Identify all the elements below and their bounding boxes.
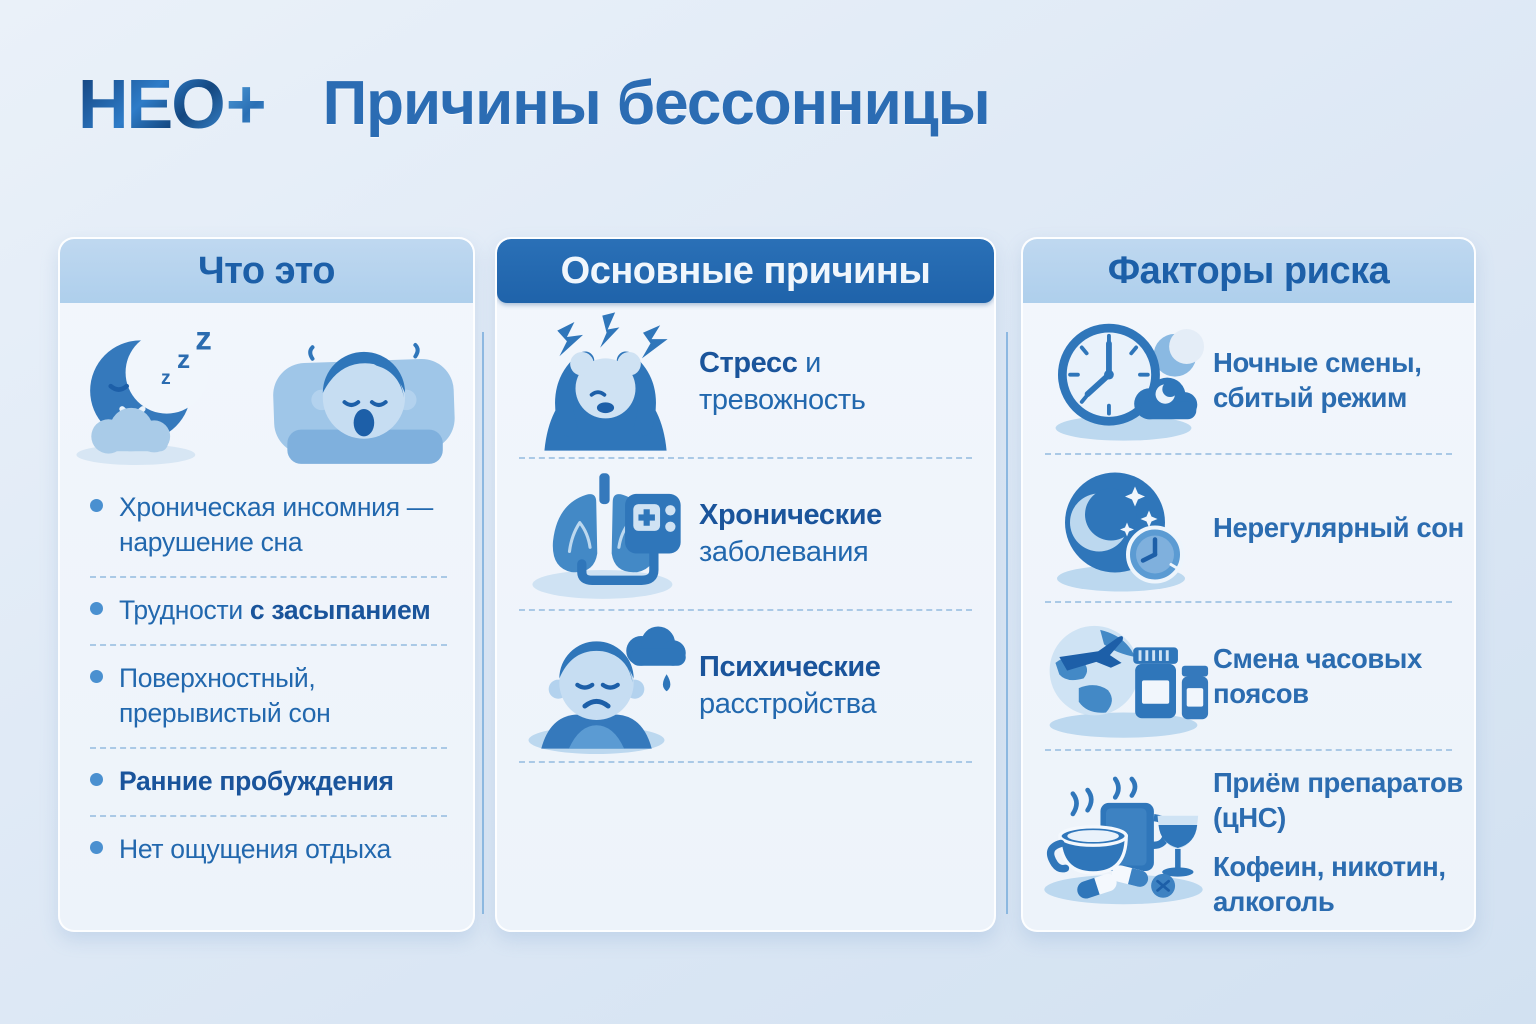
cause-label-bold: Стресс — [699, 346, 798, 379]
brand-logo — [78, 64, 265, 143]
card-risk-factors — [1021, 237, 1476, 932]
page-header — [78, 64, 990, 143]
logo-plus-icon: + — [225, 64, 265, 143]
card-header-label: Факторы риска — [1107, 249, 1390, 292]
moon-zzz-icon — [66, 313, 256, 473]
bullet-text-pre: Нет ощущения отдыха — [119, 833, 391, 864]
risk-label-line: Кофеин, никотин, — [1213, 851, 1446, 882]
lungs-device-icon — [511, 462, 699, 607]
bullet-text — [119, 661, 447, 731]
card-header-label: Основные причины — [560, 249, 931, 292]
list-item — [90, 475, 447, 578]
card-what-it-is — [58, 237, 475, 932]
cause-label-rest: расстройства — [699, 688, 877, 720]
bullet-dot-icon — [90, 602, 103, 615]
page-title: Причины бессонницы — [322, 69, 990, 138]
list-item — [90, 578, 447, 646]
risk-row — [1023, 455, 1474, 601]
cause-label-bold: Хронические — [699, 498, 882, 531]
moon-stars-clock-icon — [1033, 458, 1213, 598]
cause-label — [699, 345, 986, 419]
bullet-dot-icon — [90, 773, 103, 786]
risk-label-line: сбитый режим — [1213, 382, 1407, 413]
risk-label-line: алкоголь — [1213, 886, 1335, 918]
sad-person-raincloud-icon — [511, 614, 699, 759]
bullet-dot-icon — [90, 841, 103, 854]
logo-text: НЕО — [78, 64, 224, 143]
list-item — [90, 749, 447, 817]
risk-row — [1023, 751, 1474, 932]
list-item — [90, 817, 447, 883]
cause-label — [699, 497, 986, 571]
cause-label-rest: и тревожность — [699, 346, 866, 416]
cause-row — [497, 611, 994, 761]
risk-rows — [1023, 303, 1474, 932]
bullet-dot-icon — [90, 499, 103, 512]
card-header-label: Что это — [198, 249, 335, 292]
bullet-text — [119, 593, 430, 628]
card-header — [60, 239, 473, 303]
clock-moon-icon — [1033, 310, 1213, 450]
column-divider-line — [1006, 332, 1008, 914]
drinks-pills-icon — [1033, 765, 1213, 920]
card-header — [497, 239, 994, 303]
risk-label — [1213, 765, 1468, 920]
cause-row — [497, 459, 994, 609]
bullet-text-pre: Хроническая инсомния — нарушение сна — [119, 492, 434, 557]
risk-label-line: Ночные смены, — [1213, 346, 1422, 378]
bullet-text — [119, 490, 447, 560]
risk-label-line: Приём препаратов (цНС) — [1213, 766, 1463, 833]
bullet-text-pre: Поверхностный, прерывистый сон — [119, 662, 331, 728]
dashed-divider — [519, 761, 972, 763]
risk-label — [1213, 510, 1464, 545]
risk-row — [1023, 307, 1474, 453]
cause-label-bold: Психические — [699, 650, 881, 683]
card-main-causes — [495, 237, 996, 932]
risk-label-line: Нерегулярный сон — [1213, 512, 1464, 544]
bullet-text-pre: Трудности — [119, 594, 250, 625]
bullet-text-bold: с засыпанием — [249, 594, 431, 625]
cause-row — [497, 307, 994, 457]
stressed-person-icon — [511, 307, 699, 457]
risk-label — [1213, 641, 1468, 711]
sleeping-person-icon — [262, 313, 467, 473]
bullet-text — [119, 832, 391, 867]
symptom-list — [90, 475, 447, 883]
svg-text:z: z — [177, 343, 191, 374]
bullet-text — [119, 764, 394, 799]
column-divider-line — [482, 332, 484, 914]
cause-label-rest: заболевания — [699, 536, 869, 568]
card-header — [1023, 239, 1474, 303]
bullet-dot-icon — [90, 670, 103, 683]
cause-rows — [497, 303, 994, 763]
svg-text:z: z — [161, 366, 171, 389]
globe-plane-pills-icon — [1033, 606, 1213, 746]
cause-label — [699, 649, 986, 723]
risk-label-line: Смена часовых поясов — [1213, 642, 1422, 709]
hero-illustration — [60, 303, 473, 471]
risk-label — [1213, 345, 1421, 415]
svg-text:z: z — [195, 320, 212, 358]
risk-row — [1023, 603, 1474, 749]
bullet-text-bold: Ранние пробуждения — [119, 765, 394, 796]
list-item — [90, 646, 447, 749]
